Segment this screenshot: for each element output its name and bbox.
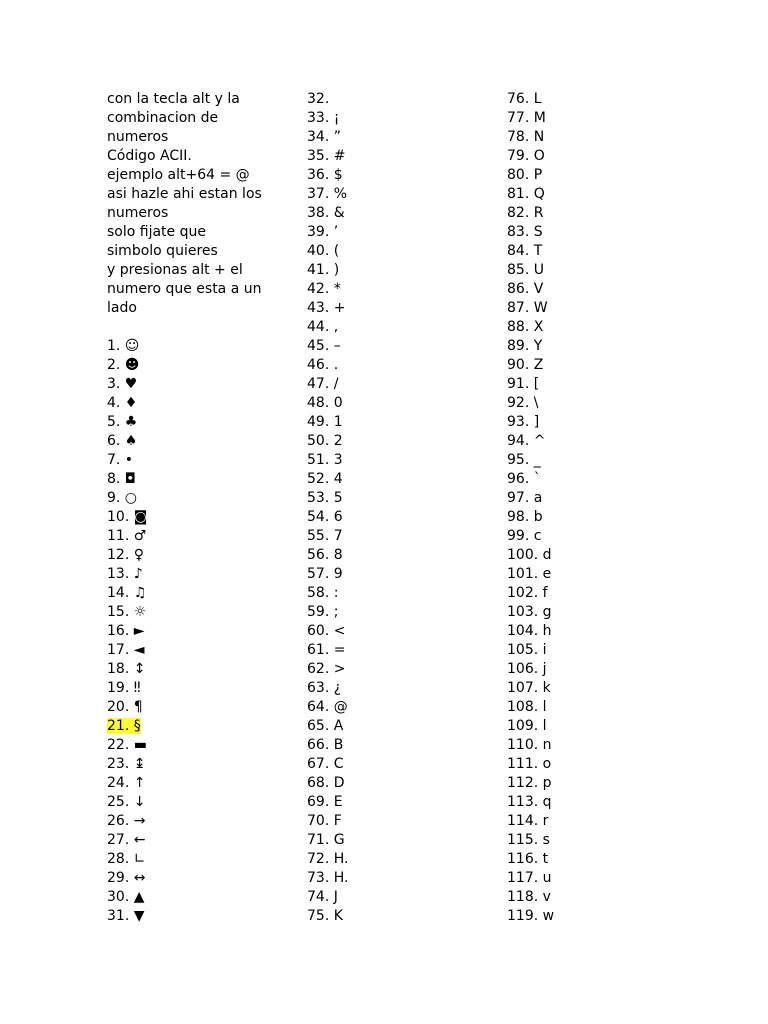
column1-line <box>107 299 297 318</box>
column3-line-text: 89. Y <box>507 338 543 354</box>
column2-line <box>307 280 497 299</box>
column3-line <box>507 394 697 413</box>
column3-line <box>507 223 697 242</box>
column2-line-text: 39. ’ <box>307 224 339 240</box>
column1-line-text: 28. ∟ <box>107 851 146 867</box>
column2-line <box>307 204 497 223</box>
column2-line <box>307 128 497 147</box>
column2-line <box>307 527 497 546</box>
column3-line <box>507 736 697 755</box>
column2-line-text: 34. ” <box>307 129 341 145</box>
column1-line <box>107 90 297 109</box>
column3-line <box>507 812 697 831</box>
column2-line <box>307 869 497 888</box>
column1-line-text: y presionas alt + el <box>107 262 243 278</box>
column2-line-text: 49. 1 <box>307 414 343 430</box>
column3-line-text: 77. M <box>507 110 546 126</box>
column3-line-text: 110. n <box>507 737 552 753</box>
column2-line-text: 33. ¡ <box>307 110 340 126</box>
column1-line <box>107 318 297 337</box>
column1-line <box>107 223 297 242</box>
column3-line-text: 95. _ <box>507 452 541 468</box>
column3-line <box>507 793 697 812</box>
column1-line <box>107 451 297 470</box>
column2-line <box>307 185 497 204</box>
column1-line-text: 19. ‼ <box>107 680 141 696</box>
column2-line-text: 61. = <box>307 642 346 658</box>
column3-line-text: 118. v <box>507 889 551 905</box>
column1-line <box>107 432 297 451</box>
column2-line-text: 37. % <box>307 186 348 202</box>
column2-line <box>307 717 497 736</box>
column2-line-text: 57. 9 <box>307 566 343 582</box>
column1-line-text: 10. ◙ <box>107 509 148 525</box>
column2-line-text: 73. H. <box>307 870 349 886</box>
column2-line-text: 45. – <box>307 338 341 354</box>
column3-line-text: 79. O <box>507 148 545 164</box>
column3-line-text: 113. q <box>507 794 552 810</box>
column1-line <box>107 622 297 641</box>
column3-line-text: 108. l <box>507 699 547 715</box>
column3-line-text: 106. j <box>507 661 547 677</box>
column2-line <box>307 470 497 489</box>
column1-line <box>107 755 297 774</box>
column2-line-text: 51. 3 <box>307 452 343 468</box>
column2-line-text: 36. $ <box>307 167 343 183</box>
column2-line-text: 42. * <box>307 281 341 297</box>
column2-line <box>307 812 497 831</box>
column3-line-text: 98. b <box>507 509 543 525</box>
column3-line <box>507 318 697 337</box>
column1-line <box>107 660 297 679</box>
column2-line <box>307 736 497 755</box>
column2-line <box>307 774 497 793</box>
column2-line-text: 47. / <box>307 376 339 392</box>
column3-line-text: 96. ` <box>507 471 541 487</box>
column2-line <box>307 508 497 527</box>
column3-line-text: 101. e <box>507 566 552 582</box>
column3-line <box>507 356 697 375</box>
column3-line <box>507 109 697 128</box>
column2-line <box>307 223 497 242</box>
column3-line-text: 88. X <box>507 319 544 335</box>
column3-line-text: 80. P <box>507 167 543 183</box>
column2-line-text: 53. 5 <box>307 490 343 506</box>
column2-line <box>307 147 497 166</box>
column1-line-text: 25. ↓ <box>107 794 146 810</box>
column1-line <box>107 242 297 261</box>
column3-line <box>507 508 697 527</box>
column3-line-text: 99. c <box>507 528 542 544</box>
column3-line-text: 92. \ <box>507 395 539 411</box>
column3-line-text: 91. [ <box>507 376 540 392</box>
column3-line-text: 119. w <box>507 908 555 924</box>
intro-and-codes-1-31-column <box>107 90 297 926</box>
column3-line <box>507 565 697 584</box>
column2-line-text: 50. 2 <box>307 433 343 449</box>
column1-line <box>107 698 297 717</box>
column1-line <box>107 850 297 869</box>
column2-line-text: 59. ; <box>307 604 339 620</box>
column1-line <box>107 261 297 280</box>
column1-line-text: 30. ▲ <box>107 889 145 905</box>
column1-line <box>107 603 297 622</box>
column1-line <box>107 413 297 432</box>
column2-line-text: 70. F <box>307 813 342 829</box>
column2-line <box>307 356 497 375</box>
column3-line-text: 93. ] <box>507 414 540 430</box>
column3-line <box>507 185 697 204</box>
column3-line-text: 111. o <box>507 756 552 772</box>
column2-line-text: 52. 4 <box>307 471 343 487</box>
column2-line-text: 72. H. <box>307 851 349 867</box>
column2-line <box>307 546 497 565</box>
column2-line <box>307 109 497 128</box>
column2-line <box>307 831 497 850</box>
column2-line <box>307 375 497 394</box>
column3-line-text: 87. W <box>507 300 548 316</box>
column1-line <box>107 717 297 736</box>
column2-line-text: 44. , <box>307 319 339 335</box>
column2-line-text: 43. + <box>307 300 346 316</box>
column1-line-text: numeros <box>107 205 169 221</box>
column3-line <box>507 299 697 318</box>
column1-line <box>107 375 297 394</box>
column3-line <box>507 850 697 869</box>
column1-line <box>107 546 297 565</box>
column3-line <box>507 641 697 660</box>
column3-line-text: 115. s <box>507 832 550 848</box>
column3-line-text: 112. p <box>507 775 552 791</box>
column2-line <box>307 850 497 869</box>
column1-line-text: 14. ♫ <box>107 585 147 601</box>
column2-line-text: 35. # <box>307 148 346 164</box>
column3-line <box>507 603 697 622</box>
column2-line <box>307 622 497 641</box>
column1-line <box>107 489 297 508</box>
column3-line-text: 97. a <box>507 490 543 506</box>
column1-line <box>107 394 297 413</box>
column3-line <box>507 584 697 603</box>
column2-line <box>307 299 497 318</box>
codes-76-119-column <box>507 90 697 926</box>
column3-line-text: 117. u <box>507 870 552 886</box>
column2-line-text: 54. 6 <box>307 509 343 525</box>
column3-line <box>507 470 697 489</box>
column1-line-text: Código ACII. <box>107 148 192 164</box>
column2-line <box>307 679 497 698</box>
column1-line <box>107 356 297 375</box>
column2-line <box>307 603 497 622</box>
column2-line <box>307 793 497 812</box>
column3-line-text: 103. g <box>507 604 552 620</box>
column1-line-text: 3. ♥ <box>107 376 138 392</box>
column1-line-text: numero que esta a un <box>107 281 262 297</box>
codes-32-75-column <box>307 90 497 926</box>
column3-line <box>507 622 697 641</box>
column3-line-text: 102. f <box>507 585 548 601</box>
column1-line-text: lado <box>107 300 137 316</box>
column3-line-text: 83. S <box>507 224 543 240</box>
column1-line <box>107 337 297 356</box>
column3-line <box>507 337 697 356</box>
column1-line <box>107 508 297 527</box>
column1-line <box>107 831 297 850</box>
column3-line-text: 104. h <box>507 623 552 639</box>
column3-line <box>507 698 697 717</box>
column3-line <box>507 375 697 394</box>
column1-line-text: 17. ◄ <box>107 642 145 658</box>
column1-line-text: 7. • <box>107 452 134 468</box>
column2-line <box>307 337 497 356</box>
column1-line-text: asi hazle ahi estan los <box>107 186 262 202</box>
column1-line-text: 20. ¶ <box>107 699 143 715</box>
column1-line <box>107 527 297 546</box>
column2-line <box>307 90 497 109</box>
column1-line <box>107 641 297 660</box>
column3-line <box>507 413 697 432</box>
column1-line-text: solo fijate que <box>107 224 206 240</box>
column3-line <box>507 261 697 280</box>
column1-line-text: 12. ♀ <box>107 547 144 563</box>
column1-line <box>107 679 297 698</box>
column3-line-text: 86. V <box>507 281 544 297</box>
column2-line <box>307 641 497 660</box>
column3-line-text: 94. ^ <box>507 433 546 449</box>
column3-line <box>507 774 697 793</box>
column3-line-text: 116. t <box>507 851 549 867</box>
column3-line <box>507 242 697 261</box>
column3-line <box>507 679 697 698</box>
column2-line-text: 63. ¿ <box>307 680 342 696</box>
column1-line-text: 23. ↨ <box>107 756 146 772</box>
column1-line <box>107 109 297 128</box>
column3-line <box>507 147 697 166</box>
column3-line-text: 81. Q <box>507 186 545 202</box>
column2-line <box>307 413 497 432</box>
column2-line-text: 58. : <box>307 585 339 601</box>
column3-line <box>507 432 697 451</box>
column1-line-text: con la tecla alt y la <box>107 91 240 107</box>
column3-line <box>507 907 697 926</box>
column1-line-text: 15. ☼ <box>107 604 147 620</box>
column2-line-text: 67. C <box>307 756 344 772</box>
column1-line <box>107 793 297 812</box>
column3-line <box>507 755 697 774</box>
column3-line-text: 107. k <box>507 680 551 696</box>
column1-line-text: 6. ♠ <box>107 433 138 449</box>
column3-line <box>507 128 697 147</box>
column3-line <box>507 489 697 508</box>
column3-line-text: 76. L <box>507 91 542 107</box>
column1-line <box>107 470 297 489</box>
column2-line <box>307 888 497 907</box>
column1-line-text: 4. ♦ <box>107 395 138 411</box>
column3-line <box>507 204 697 223</box>
column2-line <box>307 660 497 679</box>
column1-line <box>107 736 297 755</box>
column1-line <box>107 565 297 584</box>
column3-line-text: 82. R <box>507 205 544 221</box>
column2-line-text: 71. G <box>307 832 345 848</box>
column1-line-text: 11. ♂ <box>107 528 147 544</box>
column1-line-text: 5. ♣ <box>107 414 138 430</box>
column2-line-text: 68. D <box>307 775 345 791</box>
column1-line-text: 26. → <box>107 813 146 829</box>
column1-line-text: combinacion de <box>107 110 219 126</box>
column3-line <box>507 717 697 736</box>
column1-line <box>107 888 297 907</box>
column3-line <box>507 280 697 299</box>
column1-line <box>107 774 297 793</box>
column1-line-text: 8. ◘ <box>107 471 136 487</box>
column3-line <box>507 888 697 907</box>
column3-line <box>507 660 697 679</box>
column1-line-text: 27. ← <box>107 832 146 848</box>
column2-line <box>307 584 497 603</box>
column1-line <box>107 280 297 299</box>
column1-line <box>107 869 297 888</box>
column3-line-text: 84. T <box>507 243 543 259</box>
column1-line-text: 29. ↔ <box>107 870 146 886</box>
column2-line-text: 65. A <box>307 718 344 734</box>
column1-line-text: 24. ↑ <box>107 775 146 791</box>
column3-line-text: 78. N <box>507 129 545 145</box>
column3-line <box>507 451 697 470</box>
column2-line-text: 38. & <box>307 205 345 221</box>
column3-line-text: 114. r <box>507 813 549 829</box>
column1-line-text: 18. ↕ <box>107 661 146 677</box>
column1-line-text: simbolo quieres <box>107 243 218 259</box>
column1-line <box>107 166 297 185</box>
column3-line-text: 85. U <box>507 262 544 278</box>
column3-line-text: 90. Z <box>507 357 544 373</box>
column2-line <box>307 565 497 584</box>
column3-line <box>507 546 697 565</box>
column1-line-text: 1. ☺ <box>107 338 140 354</box>
column1-line-text: 13. ♪ <box>107 566 143 582</box>
column2-line-text: 56. 8 <box>307 547 343 563</box>
column2-line-text: 66. B <box>307 737 344 753</box>
column2-line <box>307 261 497 280</box>
column2-line-text: 60. < <box>307 623 346 639</box>
column1-line <box>107 147 297 166</box>
column2-line-text: 74. J <box>307 889 338 905</box>
column3-line-text: 105. i <box>507 642 547 658</box>
column2-line-text: 69. E <box>307 794 343 810</box>
column1-line-text: 22. ▬ <box>107 737 147 753</box>
column2-line <box>307 489 497 508</box>
column3-line-text: 109. l <box>507 718 547 734</box>
column1-line <box>107 907 297 926</box>
column1-line-text: 2. ☻ <box>107 357 140 373</box>
column1-line-text: 9. ○ <box>107 490 138 506</box>
column3-line <box>507 527 697 546</box>
column2-line-text: 62. > <box>307 661 346 677</box>
column3-line <box>507 166 697 185</box>
column3-line <box>507 831 697 850</box>
column2-line-text: 64. @ <box>307 699 348 715</box>
column2-line <box>307 907 497 926</box>
column1-line-text: 16. ► <box>107 623 145 639</box>
column2-line-text: 41. ) <box>307 262 340 278</box>
column1-line <box>107 584 297 603</box>
column2-line-text: 55. 7 <box>307 528 343 544</box>
column1-line-text: ejemplo alt+64 = @ <box>107 167 250 183</box>
column1-line <box>107 204 297 223</box>
column2-line <box>307 451 497 470</box>
column2-line <box>307 394 497 413</box>
column2-line <box>307 698 497 717</box>
column2-line <box>307 242 497 261</box>
column1-line-text: numeros <box>107 129 169 145</box>
column1-line <box>107 185 297 204</box>
column2-line-text: 46. . <box>307 357 339 373</box>
column3-line <box>507 90 697 109</box>
column2-line <box>307 432 497 451</box>
column1-line-text: 21. § <box>107 718 141 734</box>
column1-line <box>107 128 297 147</box>
column2-line <box>307 318 497 337</box>
column3-line-text: 100. d <box>507 547 552 563</box>
column2-line-text: 48. 0 <box>307 395 343 411</box>
column3-line <box>507 869 697 888</box>
column1-line <box>107 812 297 831</box>
column2-line-text: 40. ( <box>307 243 340 259</box>
column2-line-text: 32. <box>307 91 330 107</box>
column2-line-text: 75. K <box>307 908 343 924</box>
column1-line-text: 31. ▼ <box>107 908 145 924</box>
column2-line <box>307 755 497 774</box>
column2-line <box>307 166 497 185</box>
